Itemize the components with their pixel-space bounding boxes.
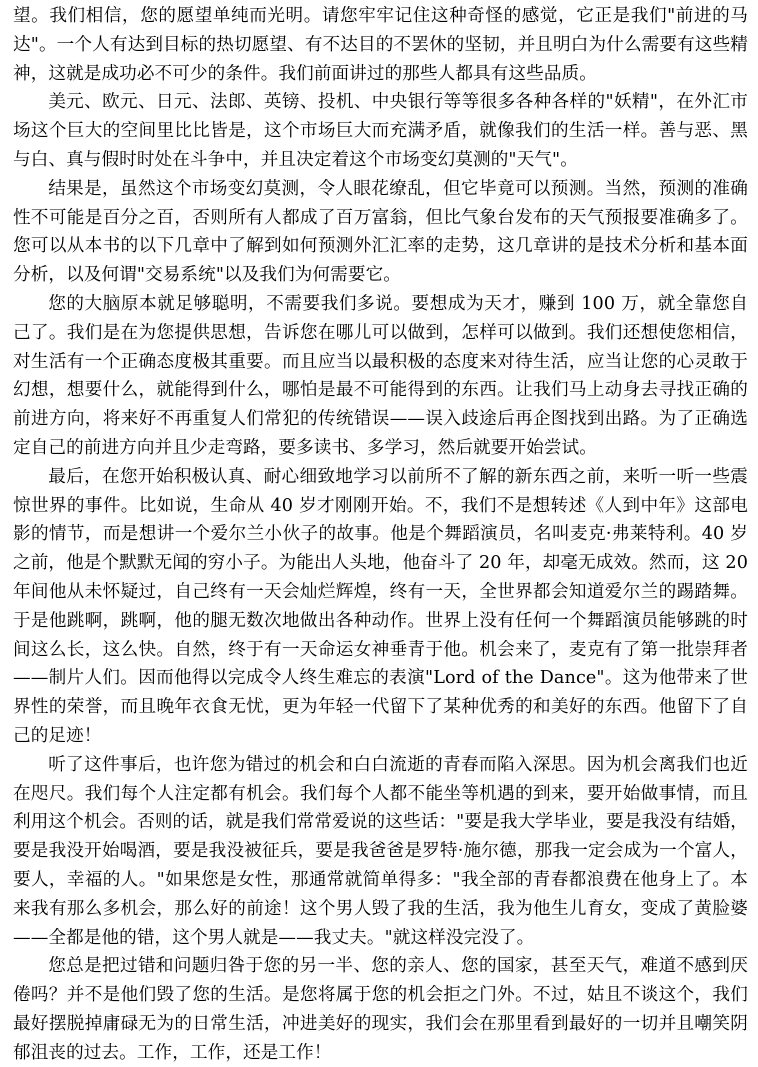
paragraph-1: 望。我们相信，您的愿望单纯而光明。请您牢牢记住这种奇怪的感觉，它正是我们"前进的马达"。一个人有达到目标的热切愿望、有不达目的不罢休的坚韧，并且明白为什么需要有这些精神，这就是成功必不可少的条件。我们前面讲过的那些人都具有这些品质。 xyxy=(13,6,748,84)
paragraph-2: 美元、欧元、日元、法郎、英镑、投机、中央银行等等很多各种各样的"妖精"，在外汇市场这个巨大的空间里比比皆是，这个市场巨大而充满矛盾，就像我们的生活一样。善与恶、黑与白、真与假时时处在斗争中，并且决定着这个市场变幻莫测的"天气"。 xyxy=(13,92,748,170)
document-page xyxy=(13,2,748,1067)
paragraph-7: 您总是把过错和问题归咎于您的另一半、您的亲人、您的国家，甚至天气，难道不感到厌倦吗？并不是他们毁了您的生活。是您将属于您的机会拒之门外。不过，姑且不谈这个，我们最好摆脱掉庸碌无为的日常生活，冲进美好的现实，我们会在那里看到最好的一切并且嘲笑阴郁沮丧的过去。工作，工作，还是工作！ xyxy=(13,956,748,1063)
paragraph-6: 听了这件事后，也许您为错过的机会和白白流逝的青春而陷入深思。因为机会离我们也近在咫尺。我们每个人注定都有机会。我们每个人都不能坐等机遇的到来，要开始做事情，而且利用这个机会。否则的话，就是我们常常爱说的这些话："要是我大学毕业，要是我没有结婚，要是我没开始喝酒，要是我没被征兵，要是我爸爸是罗特·施尔德，那我一定会成为一个富人，要人，幸福的人。"如果您是女性，那通常就简单得多："我全部的青春都浪费在他身上了。本来我有那么多机会，那么好的前途！这个男人毁了我的生活，我为他生儿育女，变成了黄脸婆——全都是他的错，这个男人就是——我丈夫。"就这样没完没了。 xyxy=(13,754,748,948)
paragraph-3: 结果是，虽然这个市场变幻莫测，令人眼花缭乱，但它毕竟可以预测。当然，预测的准确性不可能是百分之百，否则所有人都成了百万富翁，但比气象台发布的天气预报要准确多了。您可以从本书的以下几章中了解到如何预测外汇汇率的走势，这几章讲的是技术分析和基本面分析，以及何谓"交易系统"以及我们为何需要它。 xyxy=(13,178,748,286)
paragraph-4: 您的大脑原本就足够聪明，不需要我们多说。要想成为天才，赚到 100 万，就全靠您自己了。我们是在为您提供思想，告诉您在哪儿可以做到，怎样可以做到。我们还想使您相信，对生活有一个正确态度极其重要。而且应当以最积极的态度来对待生活，应当让您的心灵敢于幻想，想要什么，就能得到什么，哪怕是最不可能得到的东西。让我们马上动身去寻找正确的前进方向，将来好不再重复人们常犯的传统错误——误入歧途后再企图找到出路。为了正确选定自己的前进方向并且少走弯路，要多读书、多学习，然后就要开始尝试。 xyxy=(13,293,748,458)
paragraph-5: 最后，在您开始积极认真、耐心细致地学习以前所不了解的新东西之前，来听一听一些震惊世界的事件。比如说，生命从 40 岁才刚刚开始。不，我们不是想转述《人到中年》这部电影的情节，而是想讲一个爱尔兰小伙子的故事。他是个舞蹈演员，名叫麦克·弗莱特利。40 岁之前，他是个默默无闻的穷小子。为能出人头地，他奋斗了 20 年，却毫无成效。然而，这 20 年间他从未怀疑过，自己终有一天会灿烂辉煌，终有一天，全世界都会知道爱尔兰的踢踏舞。于是他跳啊，跳啊，他的腿无数次地做出各种动作。世界上没有任何一个舞蹈演员能够跳的时间这么长，这么快。自然，终于有一天命运女神垂青于他。机会来了，麦克有了第一批崇拜者——制片人们。因而他得以完成令人终生难忘的表演"Lord of the Dance"。这为他带来了世界性的荣誉，而且晚年衣食无忧，更为年轻一代留下了某种优秀的和美好的东西。他留下了自己的足迹！ xyxy=(13,466,748,746)
